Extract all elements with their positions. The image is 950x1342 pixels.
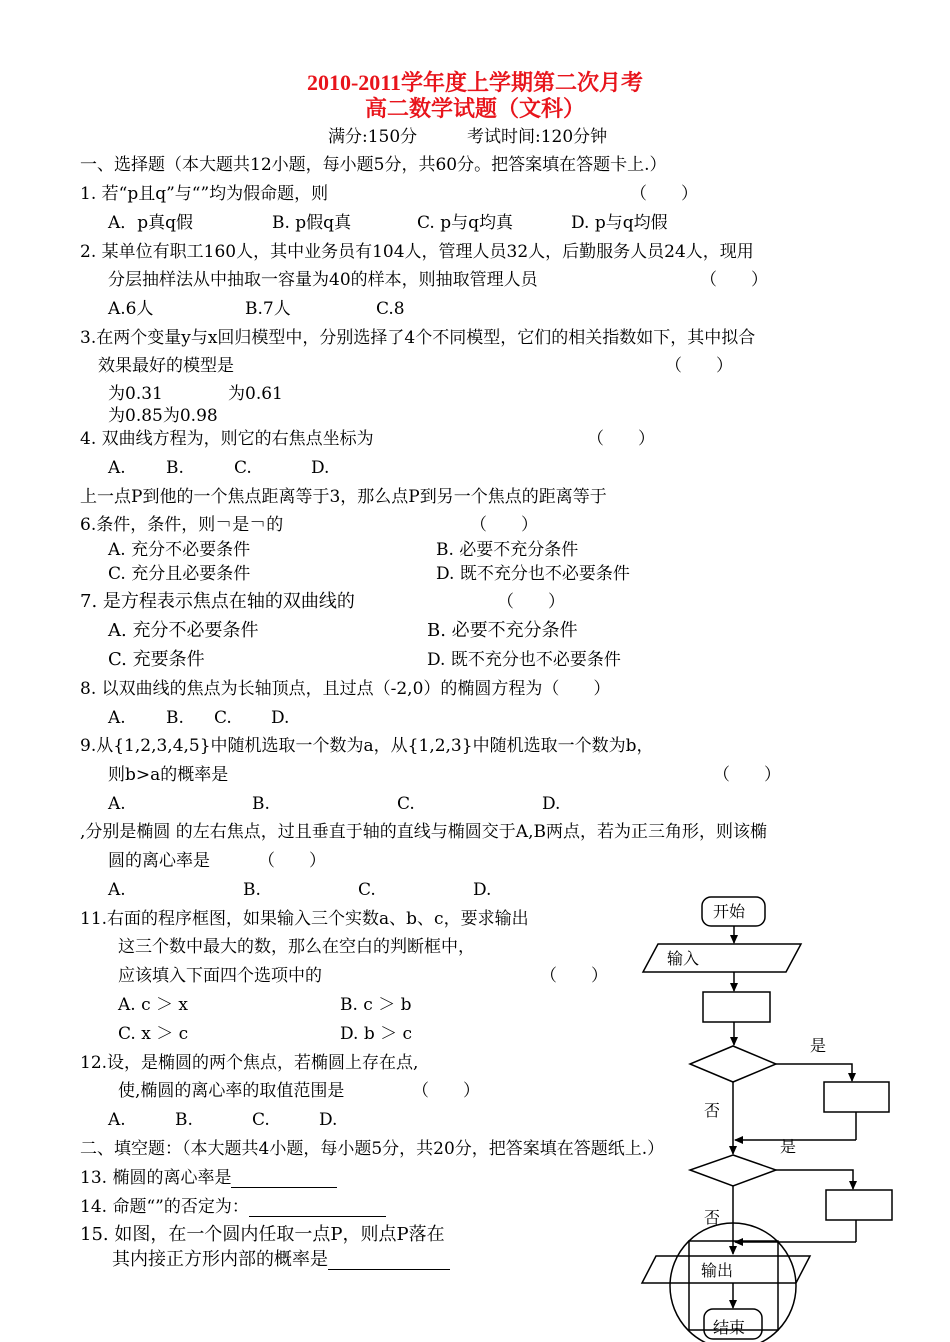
- q12-option-b: B.: [175, 1110, 193, 1130]
- q1-option-a: A．p真q假: [108, 213, 194, 233]
- q1-option-d: D. p与q均假: [571, 213, 668, 233]
- q6-option-b: B. 必要不充分条件: [436, 540, 579, 560]
- q1-stem: 1. 若“p且q”与“”均为假命题，则: [80, 184, 329, 204]
- q11-option-a: A. c ＞ x: [118, 995, 189, 1015]
- q11-paren: （ ）: [540, 966, 608, 986]
- no-label-1: 否: [704, 1101, 721, 1120]
- q12-option-a: A.: [108, 1110, 126, 1130]
- q7-stem: 7. 是方程表示焦点在轴的双曲线的: [80, 591, 355, 612]
- start-label: 开始: [713, 902, 746, 921]
- decision-diamond-1: [690, 1046, 776, 1082]
- q8-option-c: C.: [214, 708, 232, 728]
- q6-option-c: C. 充分且必要条件: [108, 564, 251, 584]
- q5-stem: 上一点P到他的一个焦点距离等于3，那么点P到另一个焦点的距离等于: [80, 487, 607, 507]
- q2-option-a: A.6人: [108, 299, 154, 319]
- q9-option-d: D.: [542, 794, 561, 814]
- section1-heading: 一、选择题（本大题共12小题，每小题5分，共60分。把答案填在答题卡上.）: [80, 155, 667, 175]
- q2-paren: （ ）: [700, 270, 768, 290]
- q12-option-d: D.: [319, 1110, 338, 1130]
- yes-arrow-2: [776, 1170, 853, 1189]
- no-label-2: 否: [704, 1208, 721, 1227]
- q11-line1: 11.右面的程序框图，如果输入三个实数a、b、c，要求输出: [80, 909, 529, 929]
- q3-line2: 效果最好的模型是: [98, 356, 234, 376]
- q8-option-b: B.: [166, 708, 184, 728]
- q2-line1: 2. 某单位有职工160人，其中业务员有104人，管理人员32人，后勤服务人员24人，现用: [80, 242, 754, 262]
- output-label: 输出: [701, 1261, 734, 1280]
- q10-option-a: A.: [108, 880, 126, 900]
- q2-line2: 分层抽样法从中抽取一容量为40的样本，则抽取管理人员: [108, 270, 538, 290]
- q4-option-d: D.: [311, 458, 330, 478]
- q9-paren: （ ）: [713, 765, 781, 785]
- q1-option-b: B. p假q真: [272, 213, 352, 233]
- q7-option-d: D. 既不充分也不必要条件: [427, 650, 621, 670]
- q7-paren: （ ）: [497, 592, 565, 612]
- q1-option-c: C. p与q均真: [417, 213, 513, 233]
- q3-option-3: 为0.85为0.98: [108, 406, 218, 426]
- q11-option-b: B. c ＞ b: [340, 995, 412, 1015]
- q12-line1: 12.设，是椭圆的两个焦点，若椭圆上存在点,: [80, 1053, 419, 1073]
- q10-option-c: C.: [358, 880, 376, 900]
- q2-option-b: B.7人: [245, 299, 291, 319]
- input-label: 输入: [667, 949, 700, 968]
- q7-option-b: B. 必要不充分条件: [427, 620, 578, 641]
- q3-paren: （ ）: [665, 356, 733, 376]
- q4-paren: （ ）: [587, 429, 655, 449]
- process-box: [703, 992, 770, 1022]
- section2-heading: 二、填空题：（本大题共4小题，每小题5分，共20分，把答案填在答题纸上.）: [80, 1139, 665, 1159]
- q11-line2: 这三个数中最大的数，那么在空白的判断框中，: [118, 937, 475, 957]
- q11-option-c: C. x ＞ c: [118, 1024, 189, 1044]
- q11-line3: 应该填入下面四个选项中的: [118, 966, 322, 986]
- q15-line1: 15. 如图，在一个圆内任取一点P，则点P落在: [80, 1224, 445, 1245]
- q1-paren: （ ）: [630, 184, 698, 204]
- yes-label-1: 是: [810, 1036, 827, 1055]
- q6-paren: （ ）: [470, 515, 538, 535]
- q4-option-a: A.: [108, 458, 126, 478]
- yes-label-2: 是: [780, 1137, 797, 1156]
- q3-option-1: 为0.31: [108, 384, 163, 404]
- q10-option-d: D.: [473, 880, 492, 900]
- q14-text: 14. 命题“”的否定为：: [80, 1197, 249, 1217]
- q4-stem: 4. 双曲线方程为，则它的右焦点坐标为: [80, 429, 374, 449]
- q9-option-a: A.: [108, 794, 126, 814]
- exam-subtitle: 高二数学试题（文科）: [364, 96, 585, 121]
- assign-box-2: [826, 1190, 892, 1220]
- exam-time: 考试时间:120分钟: [467, 127, 608, 147]
- q8-stem: 8. 以双曲线的焦点为长轴顶点，且过点（-2,0）的椭圆方程为（ ）: [80, 679, 611, 699]
- q9-line2: 则b>a的概率是: [108, 765, 229, 785]
- q7-option-c: C. 充要条件: [108, 649, 205, 670]
- q4-option-b: B.: [166, 458, 184, 478]
- q2-option-c: C.8: [376, 299, 405, 319]
- q3-line1: 3.在两个变量y与x回归模型中，分别选择了4个不同模型，它们的相关指数如下，其中拟合: [80, 328, 756, 348]
- q10-option-b: B.: [243, 880, 261, 900]
- yes-arrow-1: [776, 1064, 852, 1081]
- q6-option-a: A. 充分不必要条件: [108, 540, 251, 560]
- q12-line2: 使,椭圆的离心率的取值范围是: [118, 1081, 345, 1101]
- q7-option-a: A. 充分不必要条件: [108, 620, 259, 641]
- q9-line1: 9.从{1,2,3,4,5}中随机选取一个数为a，从{1,2,3}中随机选取一个数为b，: [80, 736, 654, 756]
- q8-option-d: D.: [271, 708, 290, 728]
- q8-option-a: A.: [108, 708, 126, 728]
- end-label: 结束: [713, 1318, 746, 1337]
- q4-option-c: C.: [234, 458, 252, 478]
- q9-option-c: C.: [397, 794, 415, 814]
- full-score: 满分:150分: [328, 127, 418, 147]
- q13-text: 13. 椭圆的离心率是: [80, 1168, 232, 1188]
- q10-line1: ,分别是椭圆 的左右焦点，过且垂直于轴的直线与椭圆交于A,B两点，若为正三角形，则该椭: [80, 822, 767, 842]
- q9-option-b: B.: [252, 794, 270, 814]
- assign-box-1: [824, 1082, 889, 1112]
- q10-line2: 圆的离心率是: [108, 851, 210, 871]
- decision-diamond-2: [690, 1155, 776, 1186]
- q11-option-d: D. b ＞ c: [340, 1024, 413, 1044]
- q6-option-d: D. 既不充分也不必要条件: [436, 564, 630, 584]
- q6-stem: 6.条件，条件，则￢是￢的: [80, 515, 284, 535]
- q12-option-c: C.: [252, 1110, 270, 1130]
- q10-paren: （ ）: [258, 851, 326, 871]
- q15-text: 其内接正方形内部的概率是: [112, 1249, 328, 1270]
- q3-option-2: 为0.61: [228, 384, 283, 404]
- q12-paren: （ ）: [412, 1081, 480, 1101]
- exam-title: 2010-2011学年度上学期第二次月考: [306, 70, 644, 95]
